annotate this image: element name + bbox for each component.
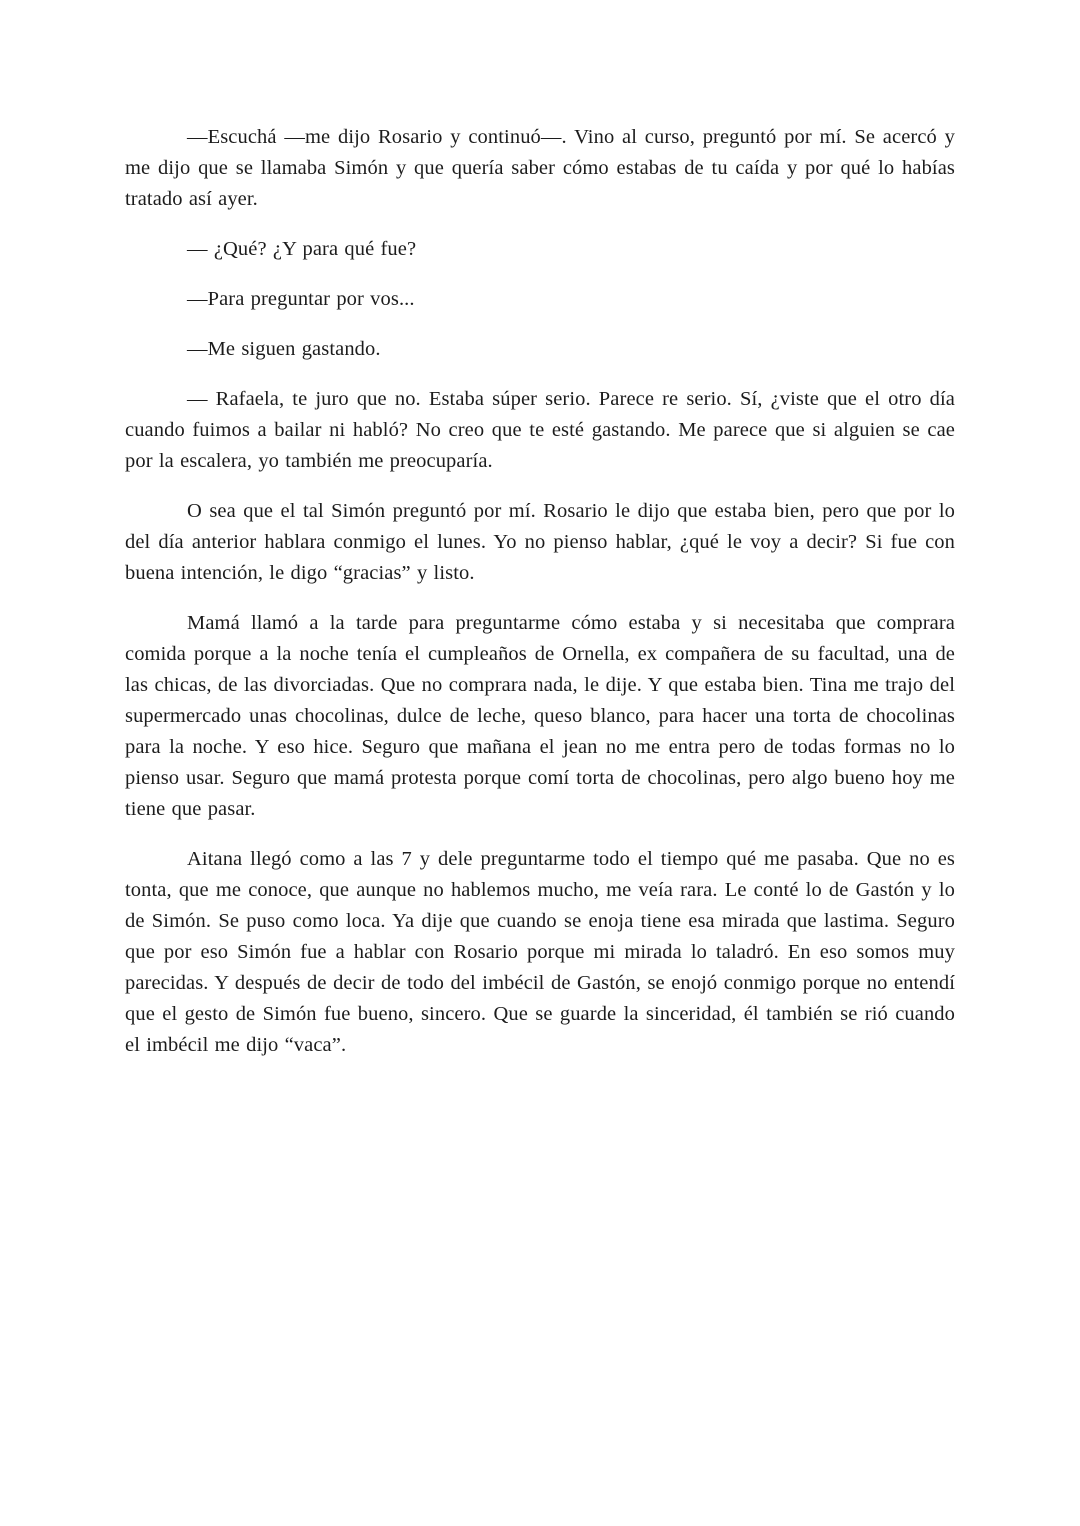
dialogue-paragraph: —Me siguen gastando. — [187, 338, 381, 360]
narration-paragraph: O sea que el tal Simón preguntó por mí. Rosario le dijo que estaba bien, pero que por lo del día anterior hablara conmigo el lunes. Yo no pienso hablar, ¿qué le voy a decir? Si fue con buena intención, le digo “gracias” y listo. — [125, 500, 955, 584]
narration-paragraph: Mamá llamó a la tarde para preguntarme cómo estaba y si necesitaba que comprara comida porque a la noche tenía el cumpleaños de Ornella, ex compañera de su facultad, una de las chicas, de las divorciadas. Que no comprara nada, le dije. Y que estaba bien. Tina me trajo del supermercado unas chocolinas, dulce de leche, queso blanco, para hacer una torta de chocolinas para la noche. Y eso hice. Seguro que mañana el jean no me entra pero de todas formas no lo pienso usar. Seguro que mamá protesta porque comí torta de chocolinas, pero algo bueno hoy me tiene que pasar. — [125, 612, 955, 820]
dialogue-paragraph: —Escuchá —me dijo Rosario y continuó—. Vino al curso, preguntó por mí. Se acercó y me dijo que se llamaba Simón y que quería saber cómo estabas de tu caída y por qué lo habías tratado así ayer. — [125, 126, 955, 210]
dialogue-paragraph: — ¿Qué? ¿Y para qué fue? — [187, 238, 417, 260]
dialogue-paragraph: — Rafaela, te juro que no. Estaba súper serio. Parece re serio. Sí, ¿viste que el otro día cuando fuimos a bailar ni habló? No creo que te esté gastando. Me parece que si alguien se cae por la escalera, yo también me preocuparía. — [125, 388, 955, 472]
narration-paragraph: Aitana llegó como a las 7 y dele preguntarme todo el tiempo qué me pasaba. Que no es tonta, que me conoce, que aunque no hablemos mucho, me veía rara. Le conté lo de Gastón y lo de Simón. Se puso como loca. Ya dije que cuando se enoja tiene esa mirada que lastima. Seguro que por eso Simón fue a hablar con Rosario porque mi mirada lo taladró. En eso somos muy parecidas. Y después de decir de todo del imbécil de Gastón, se enojó conmigo porque no entendí que el gesto de Simón fue bueno, sincero. Que se guarde la sinceridad, él también se rió cuando el imbécil me dijo “vaca”. — [125, 848, 955, 1056]
dialogue-paragraph: —Para preguntar por vos... — [187, 288, 415, 310]
